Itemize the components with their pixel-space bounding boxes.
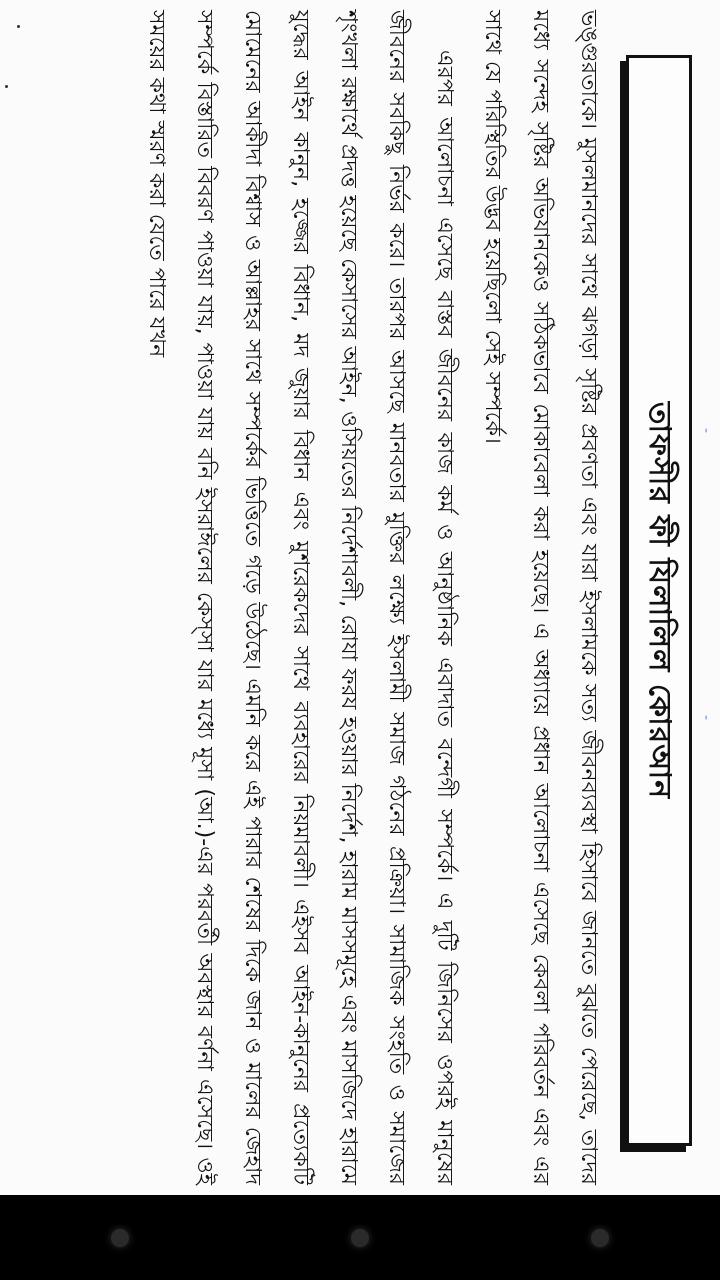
scan-speck bbox=[17, 25, 20, 28]
body-text bbox=[132, 10, 612, 1185]
paragraph: এরপর আলোচনা এসেছে বাস্তব জীবনের কাজ কর্ম ও আনুষ্ঠানিক এবাদাত বন্দেগী সম্পর্কে। এ দুটি জিনিসের ওপরই মানুষের জীবনের সবকিছু নির্ভর করে। তারপর আসছে মানবতার মুক্তির লক্ষ্যে ইসলামী সমাজ গঠনের প্রক্রিয়া। সামাজিক সংহতি ও সমাজের শৃংখলা রক্ষার্থে প্রদত্ত হয়েছে কেসাসের আইন, ওসিয়তের নির্দেশাবলী, রোযা ফরয হওয়ার নির্দেশ, হারাম মাসসমূহে এবং মাসজিদে হারামে যুদ্ধের আইন কানুন, হজ্জের বিধান, মদ জুয়ার বিধান এবং মুশরেকদের সাথে ব্যবহারের নিয়মাবলী। এইসব আইন-কানুনের প্রত্যেকটি মোমেনের আকীদা বিশ্বাস ও আল্লাহর সাথে সম্পর্কের ভিত্তিতে গড়ে উঠেছে। এমনি করে এই পারার শেষের দিকে জান ও মালের জেহাদ সম্পর্কে বিস্তারিত বিবরণ পাওয়া যায়, পাওয়া যায় বনি ইসরাঈলের কেস্সা যার মধ্যে মূসা (আ.)-এর পরবর্তী অবস্থার বর্ণনা এসেছে। ওই সময়ের কথা স্মরণ করা যেতে পারে যখন bbox=[144, 10, 457, 1185]
back-dot-icon bbox=[111, 1229, 129, 1247]
margin-mark: - bbox=[698, 428, 714, 434]
paragraph: ভঙ্গুরতাকে। মুসলমানদের সাথে ঝগড়া সৃষ্টির প্রবণতা এবং যারা ইসলামকে সত্য জীবনব্যবস্থা হিসাবে জানতে বুঝতে পেরেছে, তাদের মধ্যে সন্দেহ সৃষ্টির অভিযানকেও সঠিকভাবে মোকাবেলা করা হয়েছে। এ অধ্যায়ে প্রধান আলোচনা এসেছে কেবলা পরিবর্তন এবং এর সাথে যে পরিস্থিতির উদ্ভব হয়েছিলো সেই সম্পর্কে। bbox=[480, 10, 601, 1185]
home-dot-icon bbox=[351, 1229, 369, 1247]
margin-mark: - bbox=[698, 715, 714, 721]
page-header-title: তাফসীর ফী যিলালিল কোরআন bbox=[642, 401, 678, 800]
back-button[interactable] bbox=[90, 1208, 150, 1268]
navigation-bar bbox=[0, 1195, 720, 1280]
recents-dot-icon bbox=[591, 1229, 609, 1247]
home-button[interactable] bbox=[330, 1208, 390, 1268]
page-header-box bbox=[626, 55, 692, 1146]
recents-button[interactable] bbox=[570, 1208, 630, 1268]
scan-speck bbox=[5, 85, 8, 88]
